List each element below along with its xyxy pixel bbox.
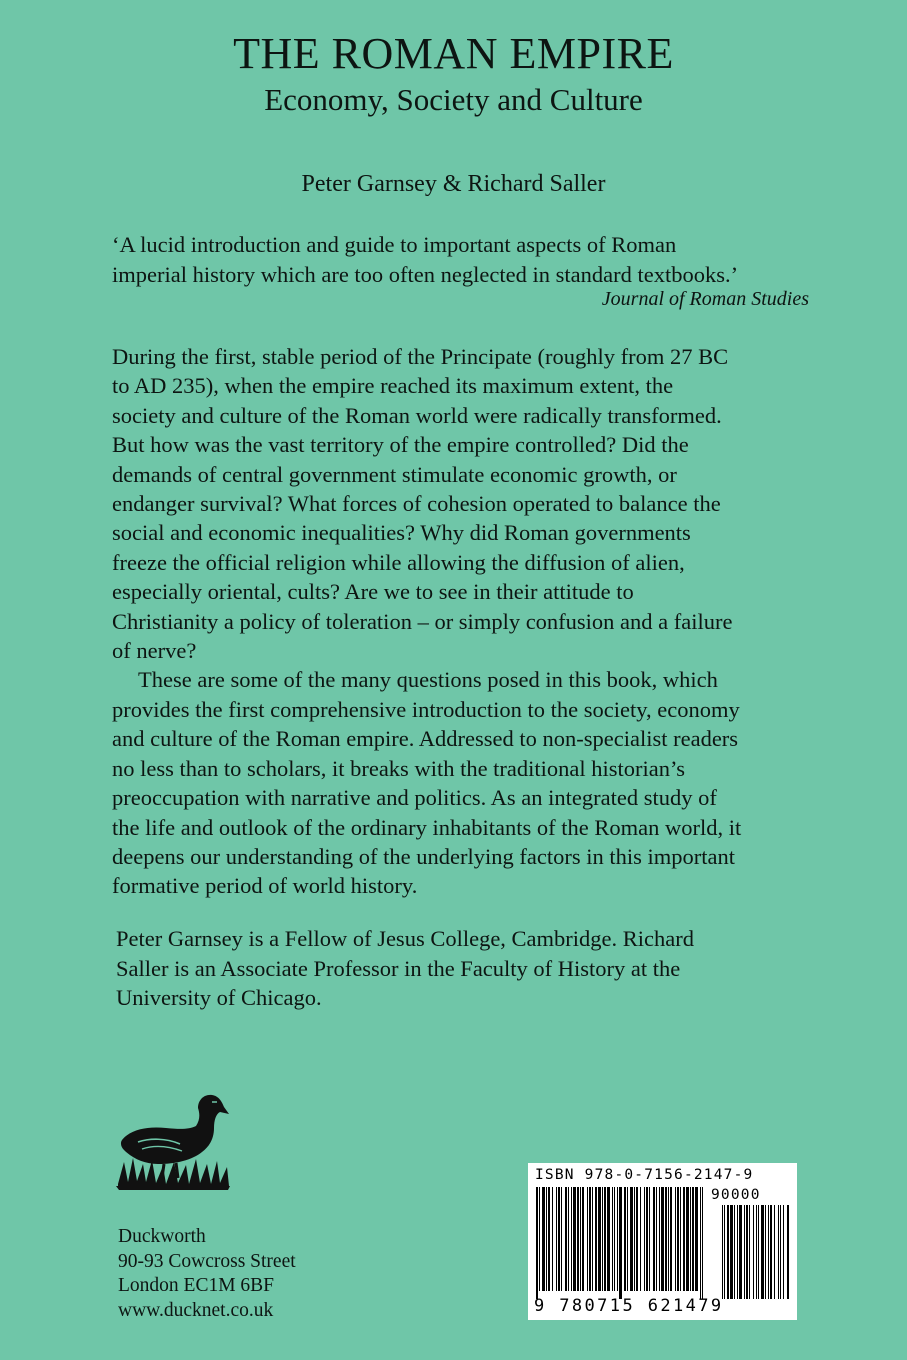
addon-bar — [774, 1205, 775, 1299]
book-title: THE ROMAN EMPIRE — [233, 29, 674, 78]
description-line: Christianity a policy of toleration – or simply confusion and a failure — [112, 608, 733, 634]
publisher-city: London EC1M 6BF — [118, 1275, 275, 1297]
barcode-bar — [536, 1187, 538, 1299]
description-line: no less than to scholars, it breaks with the traditional historian’s — [112, 755, 686, 781]
addon-bar — [770, 1205, 772, 1299]
description-line: During the first, stable period of the Principate (roughly from 27 BC — [112, 344, 729, 369]
barcode-bar — [568, 1187, 569, 1291]
publisher-website: www.ducknet.co.uk — [118, 1299, 274, 1321]
barcode-bar — [604, 1187, 606, 1291]
isbn-barcode — [528, 1163, 797, 1320]
barcode-bar — [656, 1187, 657, 1291]
duck-icon — [116, 1092, 231, 1192]
book-authors: Peter Garnsey & Richard Saller — [301, 171, 606, 197]
isbn-label: ISBN 978-0-7156-2147-9 — [535, 1167, 754, 1183]
addon-bar — [787, 1205, 789, 1299]
barcode-bar — [612, 1187, 613, 1291]
publisher-address — [118, 1225, 296, 1323]
barcode-bar — [624, 1187, 626, 1291]
addon-bar — [749, 1205, 750, 1299]
barcode-bar — [552, 1187, 553, 1291]
barcode-bar — [580, 1187, 581, 1291]
review-quote — [112, 230, 812, 290]
description-line: deepens our understanding of the underlying factors in this important — [112, 843, 735, 869]
quote-line: imperial history which are too often neglected in standard textbooks.’ — [112, 262, 739, 287]
description-paragraph-1 — [112, 342, 812, 665]
addon-bar — [756, 1205, 757, 1299]
barcode-bar — [539, 1187, 540, 1291]
description-line: These are some of the many questions posed in this book, which — [138, 667, 718, 693]
barcode-bar — [670, 1187, 672, 1291]
barcode-digits: 9 780715 621479 — [534, 1296, 724, 1316]
addon-bar — [744, 1205, 745, 1299]
bio-line: Saller is an Associate Professor in the Faculty of History at the — [116, 955, 681, 981]
addon-bar — [734, 1205, 735, 1299]
description-line: endanger survival? What forces of cohesion operated to balance the — [112, 491, 721, 517]
addon-bar — [778, 1205, 779, 1299]
description-line: freeze the official religion while allowing the diffusion of alien, — [112, 549, 685, 575]
barcode-bar — [546, 1187, 547, 1291]
description-line: But how was the vast territory of the empire controlled? Did the — [112, 432, 689, 458]
barcode-bar — [700, 1187, 701, 1299]
barcode-bar — [702, 1187, 703, 1299]
barcode-bar — [692, 1187, 694, 1291]
description-line: provides the first comprehensive introduction to the society, economy — [112, 696, 740, 722]
barcode-bar — [548, 1187, 550, 1291]
bio-line: Peter Garnsey is a Fellow of Jesus College, Cambridge. Richard — [116, 926, 695, 951]
bio-line: University of Chicago. — [116, 985, 322, 1010]
barcode-bar — [595, 1187, 597, 1291]
barcode-bar — [680, 1187, 681, 1291]
quote-source: Journal of Roman Studies — [601, 288, 809, 310]
description-line: social and economic inequalities? Why did Roman governments — [112, 520, 691, 546]
barcode-bar — [556, 1187, 557, 1291]
description-line: especially oriental, cults? Are we to see in their attitude to — [112, 579, 634, 605]
book-description — [112, 342, 812, 901]
addon-bar — [783, 1205, 784, 1299]
barcode-bar — [627, 1187, 628, 1291]
description-line: formative period of world history. — [112, 873, 418, 899]
description-line: and culture of the Roman empire. Addressed to non-specialist readers — [112, 726, 739, 752]
description-line: the life and outlook of the ordinary inhabitants of the Roman world, it — [112, 814, 742, 840]
addon-bar — [724, 1205, 725, 1299]
addon-bar — [739, 1205, 742, 1299]
barcode-bar — [644, 1187, 645, 1291]
addon-bar — [758, 1205, 759, 1299]
addon-bar — [722, 1205, 723, 1299]
barcode-bar — [619, 1187, 622, 1299]
publisher-street: 90-93 Cowcross Street — [118, 1250, 296, 1272]
barcode-bar — [565, 1187, 567, 1291]
barcode-bar — [589, 1187, 591, 1291]
description-line: demands of central government stimulate economic growth, or — [112, 461, 677, 487]
addon-bar — [737, 1205, 738, 1299]
addon-bar — [727, 1205, 729, 1299]
barcode-bar — [677, 1187, 679, 1291]
addon-bar — [765, 1205, 766, 1299]
barcode-bar — [582, 1187, 584, 1291]
barcode-bar — [542, 1187, 545, 1291]
barcode-bar — [661, 1187, 664, 1291]
barcode-bar — [573, 1187, 576, 1291]
addon-bar — [753, 1205, 754, 1299]
barcode-bar — [630, 1187, 633, 1291]
barcode-bar — [665, 1187, 667, 1291]
barcode-bar — [634, 1187, 635, 1291]
addon-bar — [761, 1205, 764, 1299]
barcode-bar — [614, 1187, 615, 1291]
barcode-bar — [668, 1187, 669, 1291]
description-line: society and culture of the Roman world were radically transformed. — [112, 402, 722, 428]
addon-bar — [768, 1205, 769, 1299]
barcode-bar — [598, 1187, 601, 1291]
barcode-bar — [653, 1187, 655, 1291]
barcode-bar — [683, 1187, 685, 1291]
barcode-bar — [659, 1187, 660, 1291]
barcode-bar — [561, 1187, 562, 1291]
addon-bar — [780, 1205, 781, 1299]
publisher-name: Duckworth — [118, 1226, 206, 1247]
barcode-bar — [636, 1187, 638, 1291]
barcode-bar — [592, 1187, 593, 1291]
barcode-bar — [646, 1187, 648, 1291]
description-line: preoccupation with narrative and politics. As an integrated study of — [112, 785, 717, 811]
description-line: of nerve? — [112, 638, 197, 664]
addon-bar — [730, 1205, 733, 1299]
price-code: 90000 — [711, 1187, 761, 1203]
description-paragraph-2 — [112, 665, 812, 900]
quote-line: ‘A lucid introduction and guide to important aspects of Roman — [112, 232, 677, 257]
barcode-bar — [617, 1187, 618, 1291]
barcode-bar — [571, 1187, 572, 1291]
author-bio — [116, 924, 796, 1013]
barcode-bar — [690, 1187, 691, 1291]
barcode-bar — [695, 1187, 698, 1291]
barcode-bar — [640, 1187, 641, 1291]
barcode-bar — [587, 1187, 588, 1291]
barcode-bar — [607, 1187, 610, 1291]
barcode-bar — [602, 1187, 603, 1291]
barcode-bar — [558, 1187, 560, 1291]
addon-bar — [746, 1205, 748, 1299]
barcode-bar — [686, 1187, 689, 1291]
book-subtitle: Economy, Society and Culture — [264, 82, 643, 117]
barcode-bar — [675, 1187, 676, 1291]
barcode-bar — [649, 1187, 650, 1291]
barcode-bar — [577, 1187, 579, 1291]
description-line: to AD 235), when the empire reached its maximum extent, the — [112, 373, 674, 399]
